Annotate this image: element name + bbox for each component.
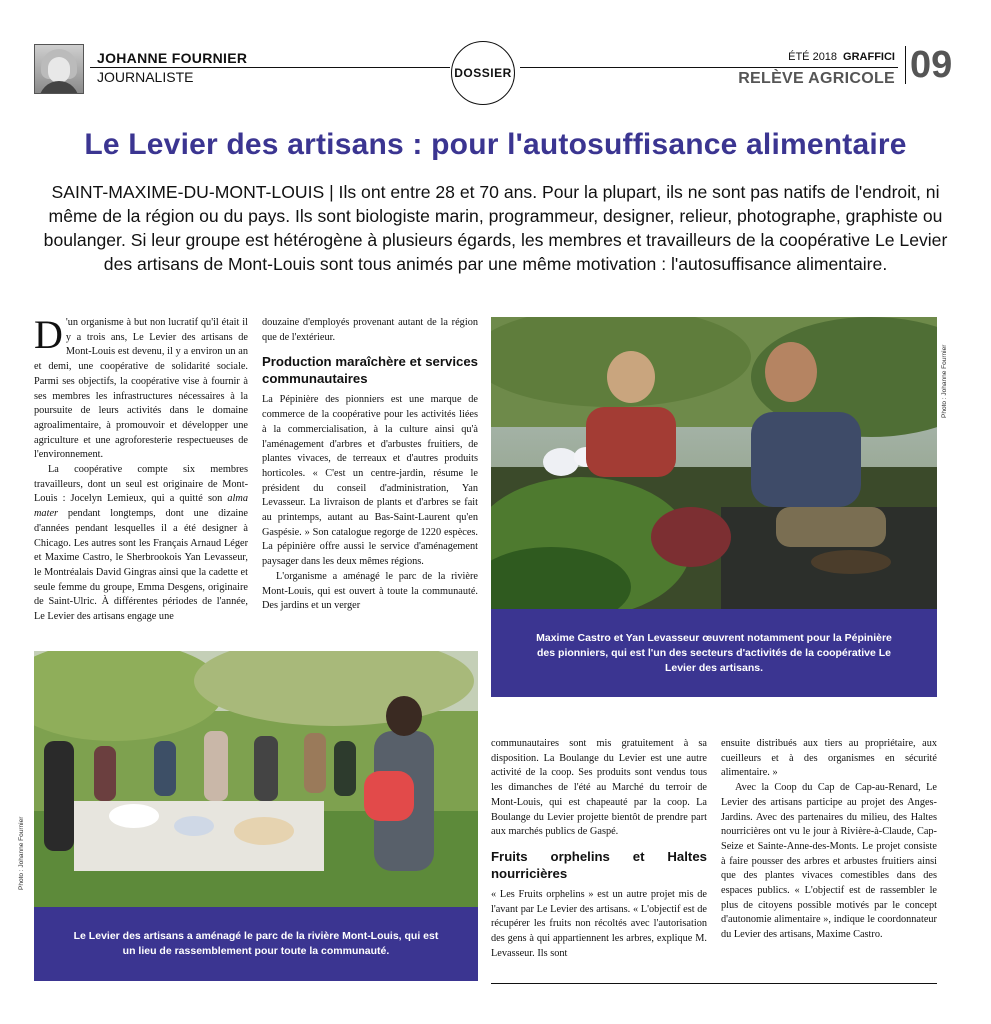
header-rule-left — [90, 67, 450, 68]
paragraph — [34, 463, 248, 625]
drop-cap: D — [34, 312, 63, 357]
photo-caption-2 — [34, 907, 478, 981]
subheading: Production maraîchère et services communautaires — [262, 354, 478, 387]
paragraph: douzaine d'employés provenant autant de la région que de l'extérieur. — [262, 317, 478, 343]
article-column-2 — [262, 316, 478, 614]
header-rule-right — [520, 67, 898, 68]
photo-caption-1 — [491, 609, 937, 697]
page-number: 09 — [905, 46, 952, 84]
section-name: RELÈVE AGRICOLE — [738, 70, 895, 87]
paragraph: communautaires sont mis gratuitement à sa disposition. La Boulange du Levier est une autre activité de la coop. Ses produits sont vendus tous les dimanches de l'été au Marché du terroir de Mont-Louis, qui est chapeauté par la coop. La Boulange du Levier projette bientôt de prendre part aux marchés publics de Gaspé. — [491, 738, 707, 838]
subheading: Fruits orphelins et Haltes nourricières — [491, 848, 707, 881]
issue-line — [788, 51, 895, 63]
photo-park-gathering — [34, 651, 478, 907]
issue-date: ÉTÉ 2018 — [788, 51, 838, 63]
dossier-badge — [451, 41, 515, 105]
paragraph: La Pépinière des pionniers est une marque de commerce de la coopérative pour les activités liées à la commercialisation, à la culture ainsi qu'à l'aménagement d'arbres et d'arbustes fruitiers, de plantes vivaces, de terreaux et d'autres produits horticoles. « C'est un centre-jardin, résume le président du conseil d'administration, Yan Levasseur. La livraison de plants et d'arbres se fait au printemps, autant au Bas-Saint-Laurent qu'en Gaspésie. » Son catalogue regorge de 1220 espèces. La pépinière offre aussi le service d'aménagement paysager dans les deux mêmes régions. — [262, 394, 478, 568]
dossier-label: DOSSIER — [454, 66, 512, 80]
paragraph — [34, 312, 248, 463]
author-avatar — [34, 44, 84, 94]
caption-text: Le Levier des artisans a aménagé le parc de la rivière Mont-Louis, qui est un lieu de rassemblement pour toute la communauté. — [73, 930, 439, 957]
paragraph-text: La coopérative compte six membres travailleurs, dont un seul est originaire de Mont-Louis : Jocelyn Lemieux, qui a quitté son — [34, 464, 248, 505]
paragraph: Avec la Coop du Cap de Cap-au-Renard, Le Levier des artisans participe au projet des Anges-Jardins. Avec des partenaires du milieu, des Haltes nourricières ont vu le jour à Rivière-à-Claude, Cap-Seize et Sainte-Anne-des-Monts. Le projet consiste à faire pousser des arbres et arbustes fruitiers ainsi que des plantes vivaces comestibles dans des espaces publics. « L'objectif est de rassembler le plus de citoyens possible motivés par le concept d'autonomie alimentaire », indique le coordonnateur du Levier des artisans, Maxime Castro. — [721, 782, 937, 941]
photo-credit-2: Photo : Johanne Fournier — [18, 816, 25, 890]
paragraph-text: 'un organisme à but non lucratif qu'il était il y a trois ans, Le Levier des artisans de Mont-Louis est devenu, il y a environ un an et demi, une coopérative de solidarité sociale. Parmi ses objectifs, la coopérative vise à fournir à ses membres les infrastructures nécessaires à la poursuite de leurs activités dans le domaine agroalimentaire, à promouvoir et développer une agriculture et une agroforesterie respectueuses de l'environnement. — [34, 317, 248, 461]
article-column-4 — [721, 737, 937, 943]
paragraph: « Les Fruits orphelins » est un autre projet mis de l'avant par Le Levier des artisans. « L'objectif est de récupérer les fruits non récoltés avec l'autorisation des gens à qui appartiennent les arbres, explique M. Levasseur. Ils sont — [491, 888, 707, 959]
article-column-1 — [34, 312, 248, 625]
photo-nursery-workers — [491, 317, 937, 609]
paragraph: ensuite distribués aux tiers au propriétaire, aux cueilleurs et à des organismes en sécurité alimentaire. » — [721, 738, 937, 779]
paragraph-text: pendant longtemps, dont une dizaine d'années pendant lesquelles il a été designer à Chicago. Les autres sont les Français Arnaud Léger et Maxime Castro, le Sherbrookois Yan Levasseur, le Montréalais David Gingras ainsi que la cadette et seule femme du groupe, Emma Desgens, originaire de Saint-Ulric. À différentes périodes de l'année, Le Levier des artisans engage une — [34, 508, 248, 623]
caption-text: Maxime Castro et Yan Levasseur œuvrent notamment pour la Pépinière des pionniers, qui est l'un des secteurs d'activités de la coopérative Le Levier des artisans. — [536, 631, 892, 674]
paragraph: L'organisme a aménagé le parc de la rivière Mont-Louis, qui est ouvert à toute la communauté. Des jardins et un verger — [262, 570, 478, 612]
article-column-3 — [491, 737, 707, 961]
publication-name: GRAFFICI — [843, 51, 895, 63]
author-role: JOURNALISTE — [97, 69, 194, 85]
headline: Le Levier des artisans : pour l'autosuffisance alimentaire — [84, 128, 907, 161]
author-name: JOHANNE FOURNIER — [97, 50, 248, 66]
bottom-rule — [491, 983, 937, 984]
lede: SAINT-MAXIME-DU-MONT-LOUIS | Ils ont entre 28 et 70 ans. Pour la plupart, ils ne sont pas natifs de l'endroit, ni même de la région ou du pays. Ils sont biologiste marin, programmeur, designer, relieur, photographe, graphiste ou boulanger. Si leur groupe est hétérogène à plusieurs égards, les membres et travailleurs de la coopérative Le Levier des artisans de Mont-Louis sont tous animés par une même motivation : l'autosuffisance alimentaire. — [43, 182, 948, 274]
photo-credit-1: Photo : Johanne Fournier — [941, 344, 948, 418]
emphasis-text: alma mater — [34, 493, 248, 520]
